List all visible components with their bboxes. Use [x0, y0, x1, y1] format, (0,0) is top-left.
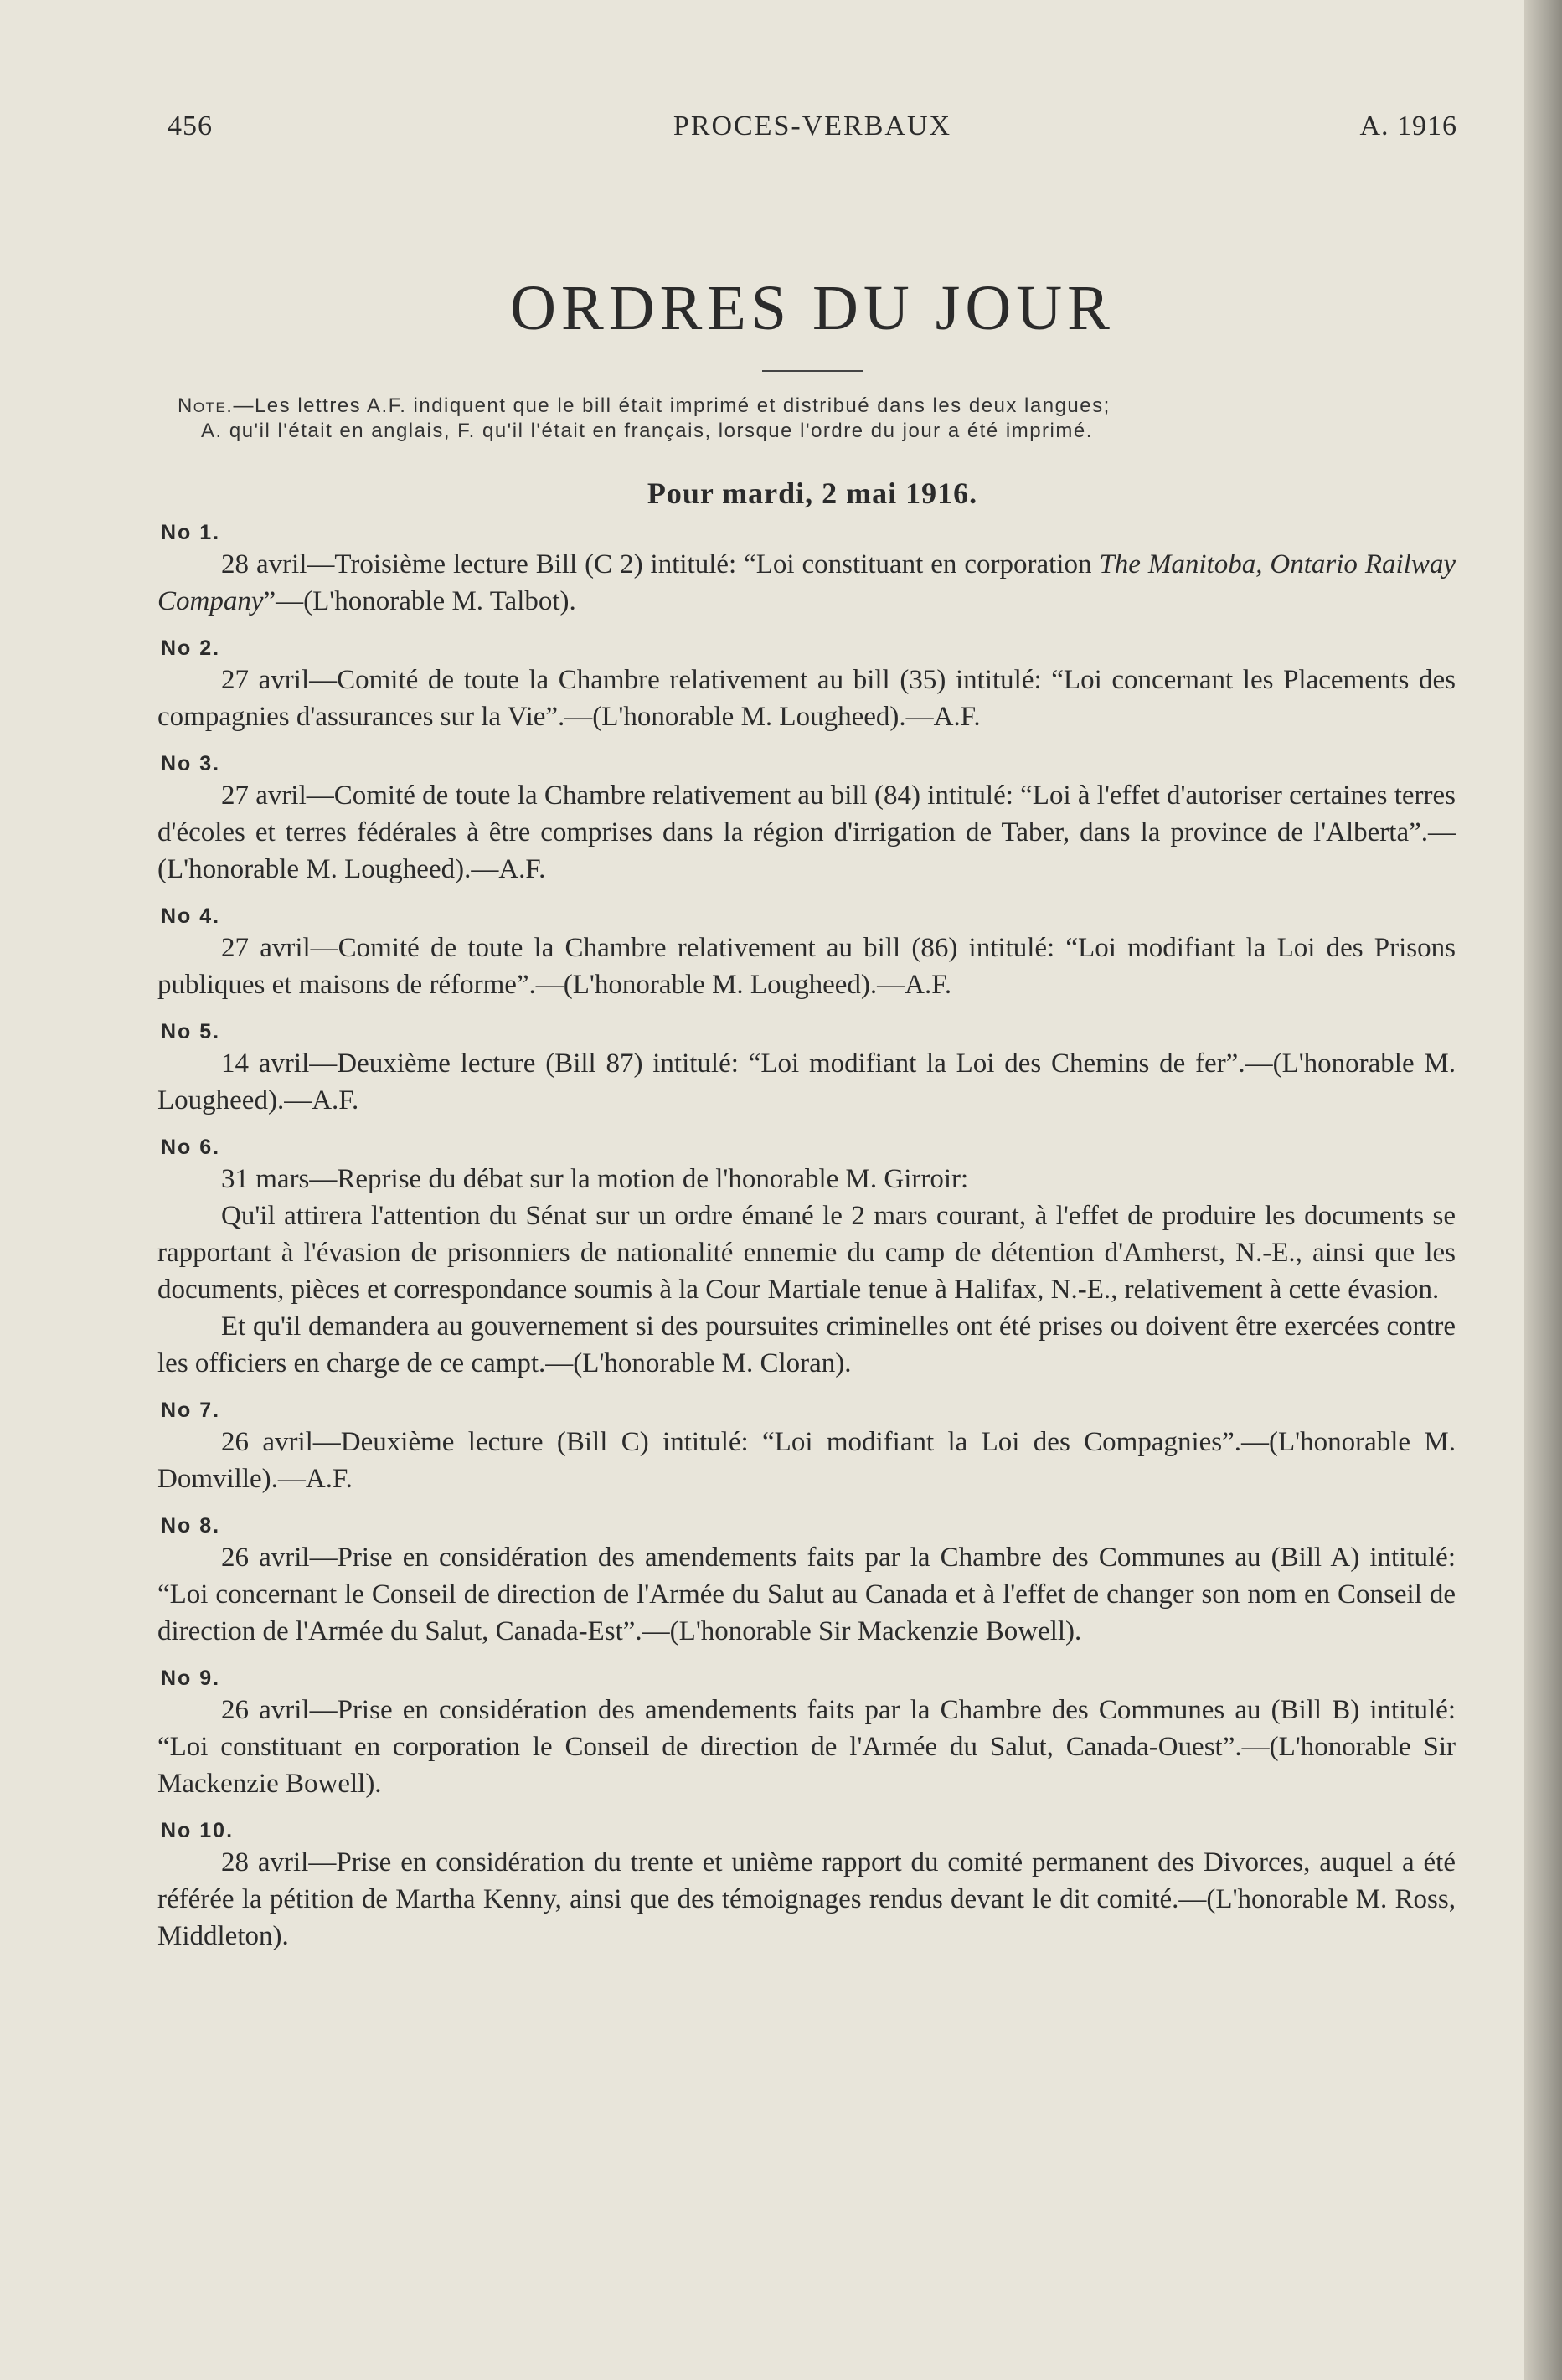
paragraph-text: 31 mars—Reprise du débat sur la motion de l'honorable M. Girroir: [221, 1164, 969, 1194]
order-number: No 1. [161, 521, 221, 544]
order-paragraph [157, 546, 1456, 620]
order-paragraph [157, 1424, 1456, 1497]
running-title: PROCES-VERBAUX [673, 111, 952, 142]
session-year: A. 1916 [1359, 111, 1457, 142]
paragraph-text: 26 avril—Deuxième lecture (Bill C) intitulé: “Loi modifiant la Loi des Compagnies”.—(L'honorable M. Domville).—A.F. [157, 1427, 1456, 1494]
order-number: No 9. [161, 1667, 221, 1690]
order-paragraph [157, 1198, 1456, 1308]
order-paragraph [157, 1692, 1456, 1802]
order-number: No 3. [161, 752, 221, 775]
order-item [157, 635, 1456, 735]
note-line-1 [178, 394, 1459, 419]
order-item [157, 1134, 1456, 1382]
paragraph-text: ”—(L'honorable M. Talbot). [263, 586, 576, 616]
page-number: 456 [168, 111, 213, 142]
order-item [157, 903, 1456, 1003]
order-item [157, 1512, 1456, 1650]
paragraph-text: Et qu'il demandera au gouvernement si des poursuites criminelles ont été prises ou doivent être exercées contre les officiers en charge de ce campt.—(L'honorable M. Cloran). [157, 1311, 1456, 1378]
order-number: No 2. [161, 636, 221, 660]
paragraph-text: Qu'il attirera l'attention du Sénat sur un ordre émané le 2 mars courant, à l'effet de produire les documents se rapportant à l'évasion de prisonniers de nationalité ennemie du camp de détention d'Amherst, N.-E., ainsi que les documents, pièces et correspondance soumis à la Cour Martiale tenue à Halifax, N.-E., relativement à cette évasion. [157, 1201, 1456, 1305]
order-number: No 5. [161, 1020, 221, 1043]
order-paragraph [157, 1045, 1456, 1119]
paragraph-text: 27 avril—Comité de toute la Chambre relativement au bill (86) intitulé: “Loi modifiant la Loi des Prisons publiques et maisons de réforme”.—(L'honorable M. Lougheed).—A.F. [157, 933, 1456, 1000]
paragraph-text: 26 avril—Prise en considération des amendements faits par la Chambre des Communes au (Bill A) intitulé: “Loi concernant le Conseil de direction de l'Armée du Salut au Canada et à l'effet de changer son nom en Conseil de direction de l'Armée du Salut, Canada-Est”.—(L'honorable Sir Mackenzie Bowell). [157, 1543, 1456, 1646]
order-number: No 4. [161, 904, 221, 928]
order-paragraph [157, 662, 1456, 735]
title-divider [762, 370, 863, 372]
day-heading: Pour mardi, 2 mai 1916. [647, 477, 978, 510]
order-paragraph [157, 777, 1456, 888]
paragraph-text: 28 avril—Prise en considération du trente et unième rapport du comité permanent des Divorces, auquel a été référée la pétition de Martha Kenny, ainsi que des témoignages rendus devant le dit comité.—(L'honorable M. Ross, Middleton). [157, 1847, 1456, 1951]
note-label: Note [178, 394, 227, 417]
order-number: No 8. [161, 1514, 221, 1538]
order-number: No 10. [161, 1819, 235, 1842]
italic-text: The Manitoba, Ontario Railway Company [157, 549, 1456, 616]
order-item [157, 1397, 1456, 1497]
paragraph-text: 26 avril—Prise en considération des amendements faits par la Chambre des Communes au (Bill B) intitulé: “Loi constituant en corporation le Conseil de direction de l'Armée du Salut, Canada-Ouest”.—(L'honorable Sir Mackenzie Bowell). [157, 1695, 1456, 1799]
order-item [157, 1018, 1456, 1119]
paragraph-text: 27 avril—Comité de toute la Chambre relativement au bill (35) intitulé: “Loi concernant les Placements des compagnies d'assurances sur la Vie”.—(L'honorable M. Lougheed).—A.F. [157, 665, 1456, 732]
paragraph-text: 14 avril—Deuxième lecture (Bill 87) intitulé: “Loi modifiant la Loi des Chemins de fer”.—(L'honorable M. Lougheed).—A.F. [157, 1048, 1456, 1115]
order-number: No 6. [161, 1136, 221, 1159]
order-paragraph [157, 1539, 1456, 1650]
running-header [168, 111, 1457, 147]
page-title: ORDRES DU JOUR [510, 273, 1115, 343]
page-edge [1524, 0, 1562, 2380]
note-block [178, 394, 1459, 444]
order-paragraph [157, 930, 1456, 1003]
order-paragraph [157, 1308, 1456, 1382]
order-item [157, 519, 1456, 620]
note-text-1: .—Les lettres A.F. indiquent que le bill était imprimé et distribué dans les deux langues; [226, 394, 1111, 417]
paragraph-text: 28 avril—Troisième lecture Bill (C 2) intitulé: “Loi constituant en corporation [221, 549, 1100, 580]
order-item [157, 1817, 1456, 1955]
paragraph-text: 27 avril—Comité de toute la Chambre relativement au bill (84) intitulé: “Loi à l'effet d'autoriser certaines terres d'écoles et terres fédérales à être comprises dans la région d'irrigation de Taber, dans la province de l'Alberta”.—(L'honorable M. Lougheed).—A.F. [157, 780, 1456, 884]
order-paragraph [157, 1161, 1456, 1198]
orders-list [157, 519, 1456, 1970]
order-paragraph [157, 1844, 1456, 1955]
order-number: No 7. [161, 1399, 221, 1422]
order-item [157, 750, 1456, 888]
order-item [157, 1665, 1456, 1802]
note-line-2: A. qu'il l'était en anglais, F. qu'il l'était en français, lorsque l'ordre du jour a été imprimé. [201, 420, 1093, 442]
